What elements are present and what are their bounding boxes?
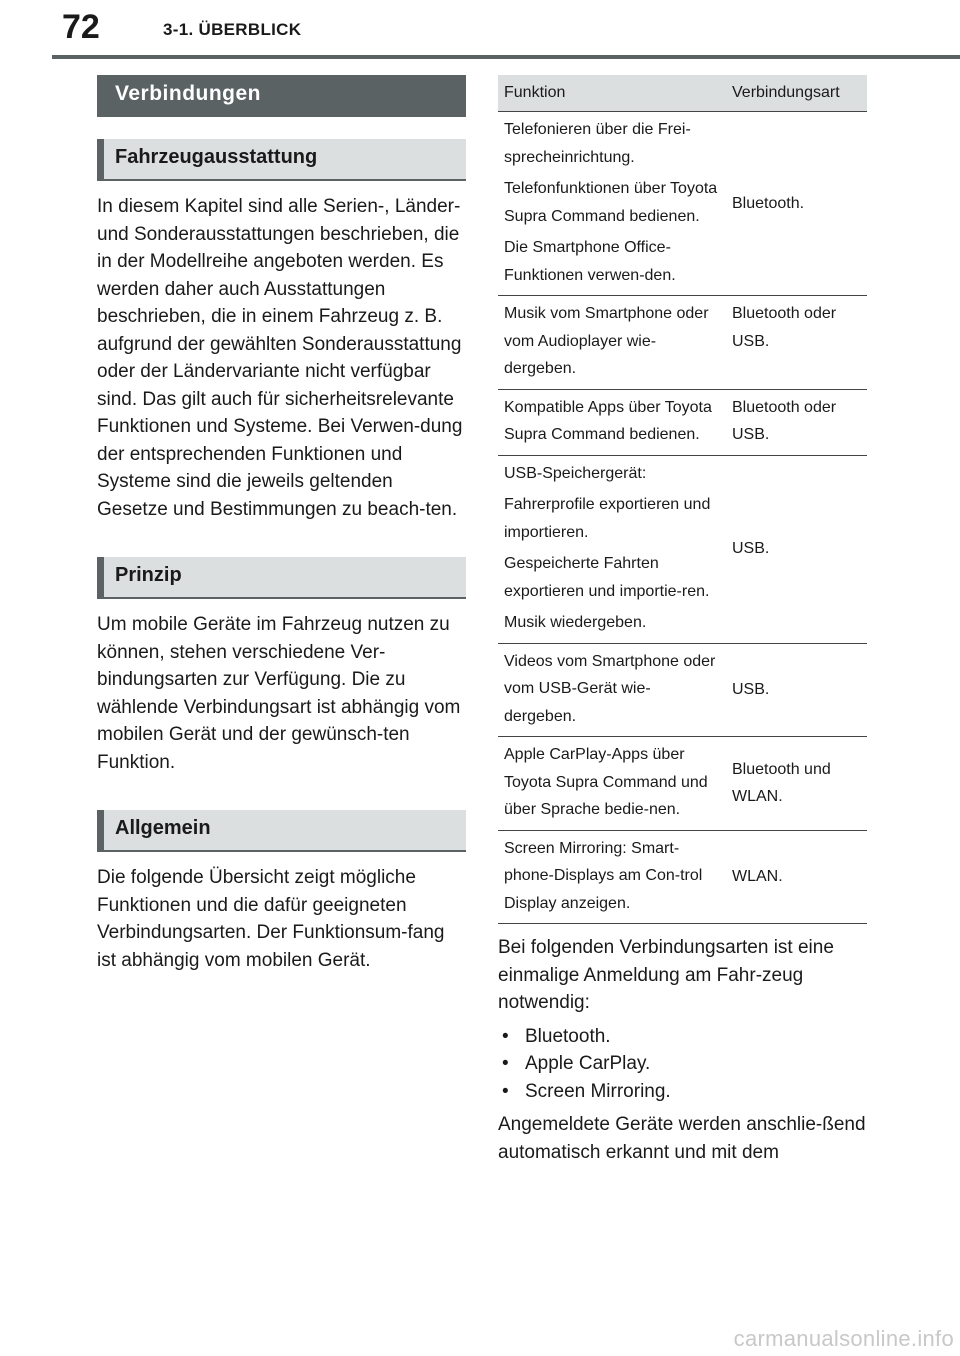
table-row (498, 455, 867, 643)
page-number: 72 (62, 8, 100, 46)
function-text: Fahrerprofile exportieren und importieren. (504, 496, 711, 541)
paragraph-prinzip: Um mobile Geräte im Fahrzeug nutzen zu können, stehen verschiedene Ver-bindungsarten zur Verfügung. Die zu wählende Verbindungsart ist abhängig vom mobilen Gerät und der gewünsch-ten Funktion. (97, 614, 461, 773)
connection-cell: Bluetooth und WLAN. (726, 737, 867, 831)
function-text: Die Smartphone Office-Funktionen verwen-den. (504, 239, 676, 284)
subheading-prinzip: Prinzip (97, 557, 466, 599)
function-text: Apple CarPlay-Apps über Toyota Supra Command und über Sprache bedie-nen. (504, 746, 708, 818)
function-text: Videos vom Smartphone oder vom USB-Gerät wie-dergeben. (504, 652, 716, 725)
paragraph-allgemein: Die folgende Übersicht zeigt mögliche Funktionen und die dafür geeigneten Verbindungsarten. Der Funktionsum-fang ist abhängig vom mobilen Gerät. (97, 867, 445, 971)
table-row (498, 737, 867, 831)
function-text: Kompatible Apps über Toyota Supra Command bedienen. (504, 398, 712, 443)
function-text: Musik wiedergeben. (504, 614, 647, 631)
left-column (97, 75, 466, 974)
connection-cell: USB. (726, 643, 867, 737)
header-rule (52, 55, 960, 59)
connection-cell: Bluetooth oder USB. (726, 296, 867, 390)
function-cell (498, 112, 726, 296)
right-text-block (498, 934, 867, 1166)
function-text: Telefonieren über die Frei-sprecheinrichtung. (504, 121, 691, 166)
connection-type-list (498, 1023, 867, 1106)
connection-cell: Bluetooth oder USB. (726, 389, 867, 455)
function-cell (498, 455, 726, 643)
connection-cell: WLAN. (726, 830, 867, 924)
subheading-allgemein: Allgemein (97, 810, 466, 852)
function-cell (498, 643, 726, 737)
list-item: • Bluetooth. (498, 1023, 867, 1051)
subheading-fahrzeugausstattung: Fahrzeugausstattung (97, 139, 466, 181)
table-row (498, 830, 867, 924)
table-row (498, 112, 867, 296)
connection-cell: Bluetooth. (726, 112, 867, 296)
table-row (498, 643, 867, 737)
table-row (498, 389, 867, 455)
registration-outro: Angemeldete Geräte werden anschlie-ßend automatisch erkannt und mit dem (498, 1114, 866, 1163)
right-column (498, 75, 867, 1172)
list-item: • Apple CarPlay. (498, 1050, 867, 1078)
function-text: Telefonfunktionen über Toyota Supra Command bedienen. (504, 180, 718, 225)
paragraph-fahrzeugausstattung: In diesem Kapitel sind alle Serien-, Länder- und Sonderausstattungen beschrieben, die in der Modellreihe angeboten werden. Es werden daher auch Ausstattungen beschrieben, die in einem Fahrzeug z. B. aufgrund der gewählten Sonderausstattung oder der Ländervariante nicht verfügbar sind. Das gilt auch für sicherheitsrelevante Funktionen und Systeme. Bei Verwen-dung der entsprechenden Funktionen und Systeme sind die jeweils geltenden Gesetze und Bestimmungen zu beach-ten. (97, 196, 463, 520)
function-cell (498, 296, 726, 390)
function-text: Musik vom Smartphone oder vom Audioplayer wie-dergeben. (504, 305, 709, 377)
function-text: USB-Speichergerät: (504, 464, 647, 482)
watermark: carmanualsonline.info (733, 1326, 954, 1351)
page-header (0, 0, 960, 58)
chapter-title: 3-1. ÜBERBLICK (163, 20, 302, 39)
table-header-funktion: Funktion (498, 75, 726, 112)
connection-cell: USB. (726, 455, 867, 643)
section-heading-verbindungen: Verbindungen (97, 75, 466, 117)
function-cell (498, 737, 726, 831)
list-item: • Screen Mirroring. (498, 1078, 867, 1106)
connection-table (498, 75, 867, 924)
function-cell (498, 830, 726, 924)
function-text: Gespeicherte Fahrten exportieren und importie-ren. (504, 555, 710, 600)
table-row (498, 296, 867, 390)
function-cell (498, 389, 726, 455)
table-header-row (498, 75, 867, 112)
function-text: Screen Mirroring: Smart-phone-Displays am Con-trol Display anzeigen. (504, 839, 703, 912)
registration-intro: Bei folgenden Verbindungsarten ist eine einmalige Anmeldung am Fahr-zeug notwendig: (498, 937, 834, 1013)
table-header-verbindungsart: Verbindungsart (726, 75, 867, 112)
